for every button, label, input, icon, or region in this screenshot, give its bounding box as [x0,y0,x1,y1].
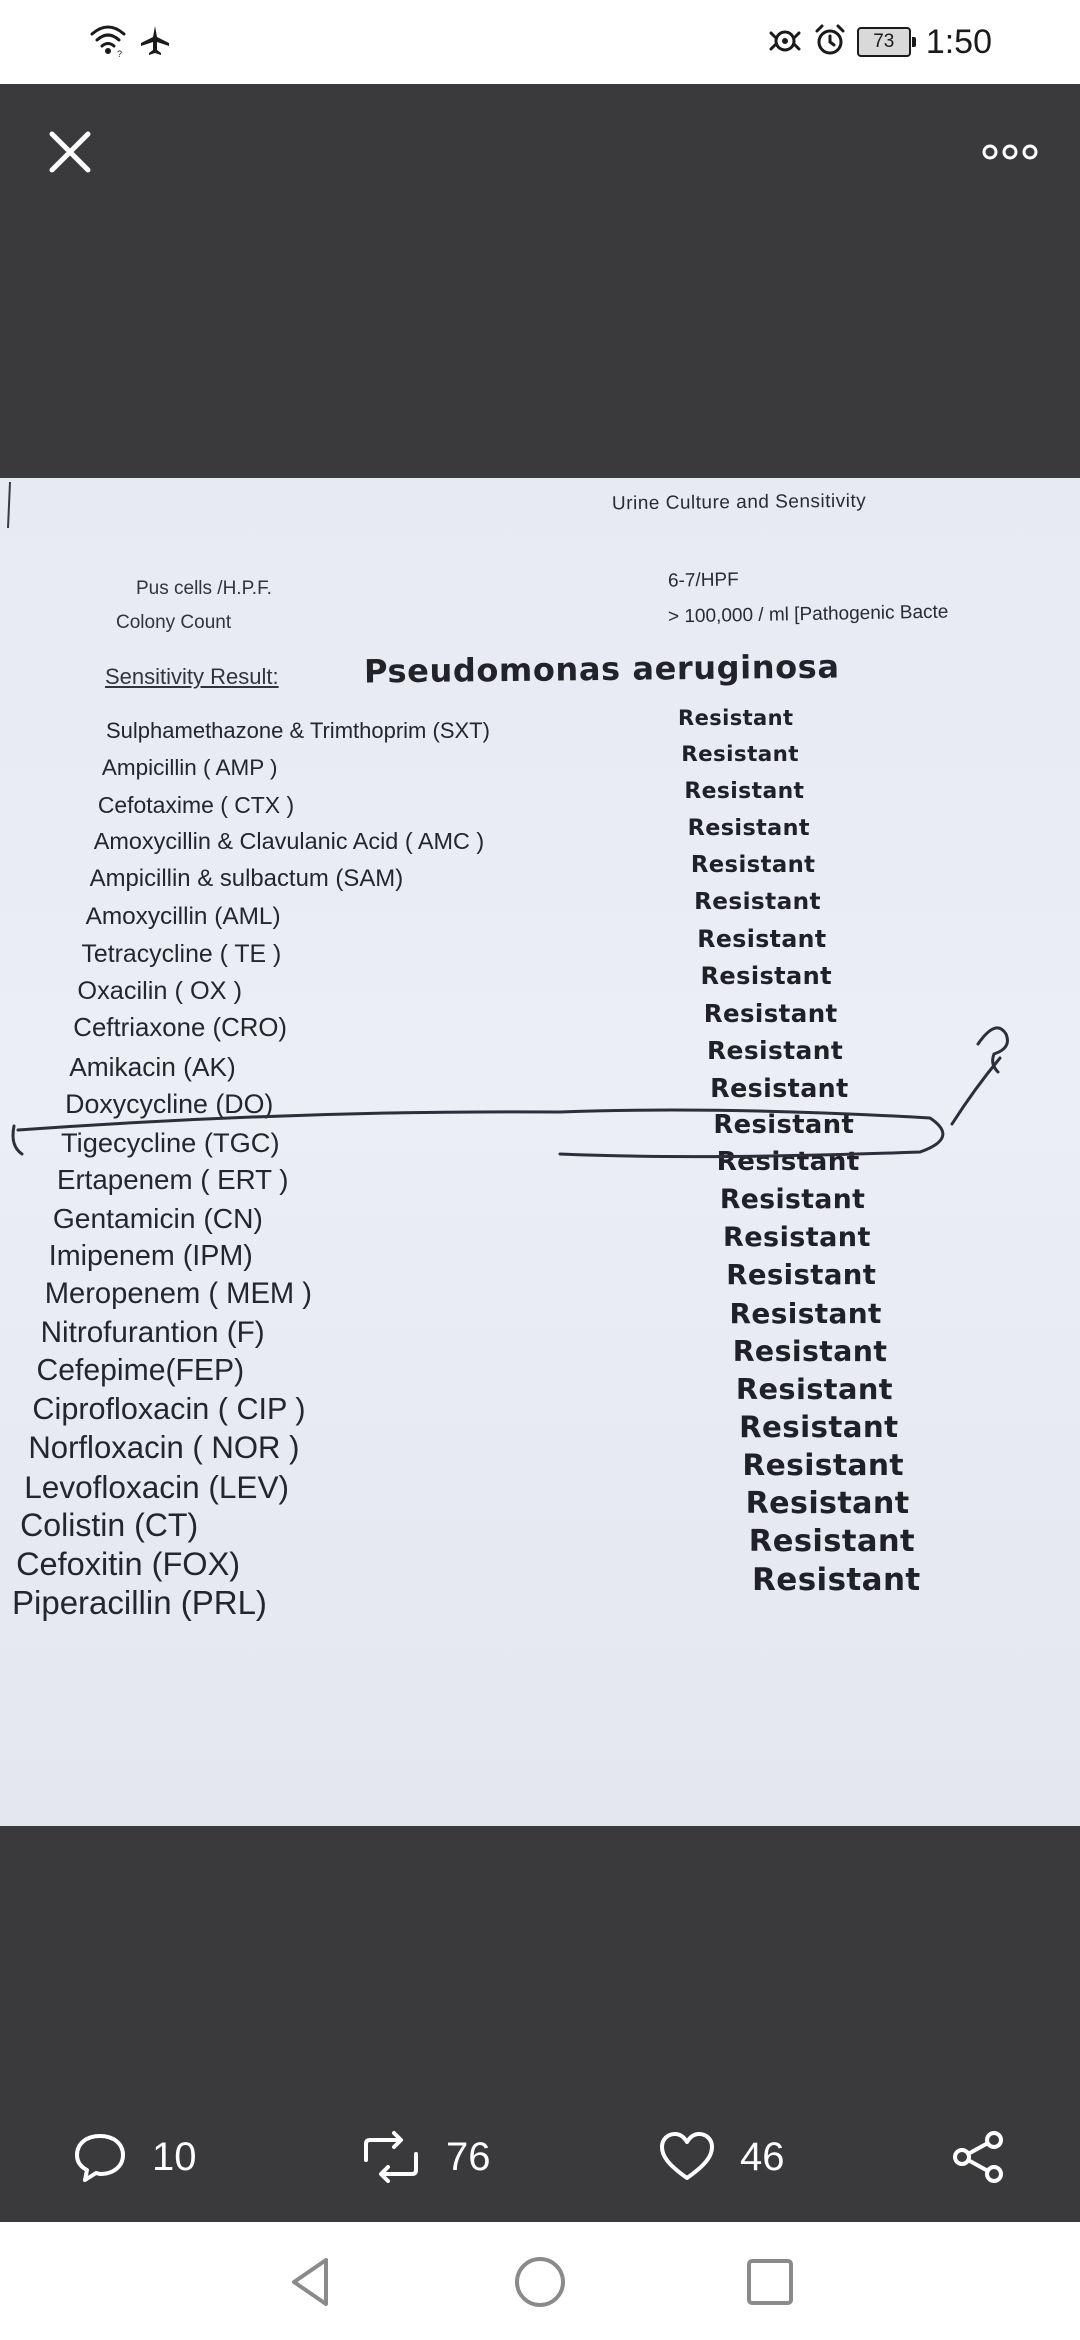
battery-level: 73 [857,27,911,57]
drug-name: Amoxycillin & Clavulanic Acid ( AMC ) [93,828,485,855]
drug-result: Resistant [678,706,794,730]
home-button[interactable] [510,2252,570,2312]
drug-result: Resistant [681,742,799,768]
close-icon [40,122,100,182]
drug-name: Cefotaxime ( CTX ) [97,791,295,818]
report-header: Urine Culture and Sensitivity [611,490,867,515]
drug-name: Norfloxacin ( NOR ) [28,1430,300,1466]
share-button[interactable] [950,2130,1008,2184]
drug-result: Resistant [687,815,810,842]
drug-name: Amoxycillin (AML) [85,902,281,930]
drug-name: Levofloxacin (LEV) [24,1468,290,1505]
drug-result: Resistant [726,1259,877,1292]
wifi-icon [88,22,128,62]
drug-name: Nitrofurantion (F) [40,1315,265,1349]
drug-name: Colistin (CT) [20,1507,199,1544]
more-options-button[interactable] [978,132,1042,172]
drug-result: Resistant [700,961,833,990]
back-button[interactable] [282,2252,342,2312]
drug-name: Tetracycline ( TE ) [81,939,282,968]
drug-result: Resistant [684,778,805,804]
drug-result: Resistant [706,1035,844,1065]
drug-result: Resistant [732,1334,888,1368]
meta-label-colony-count: Colony Count [116,612,232,633]
status-left-icons [88,20,172,64]
more-options-icon [978,132,1042,172]
like-button[interactable] [658,2130,785,2184]
drug-result: Resistant [739,1410,899,1445]
status-right-icons [767,20,992,64]
meta-value-pus-cells: 6-7/HPF [667,569,739,592]
drug-result: Resistant [716,1147,860,1178]
meta-value-colony-count: > 100,000 / ml [Pathogenic Bacte [667,601,949,628]
drug-name: Ertapenem ( ERT ) [56,1164,289,1196]
drug-name: Ampicillin ( AMP ) [101,754,278,780]
drug-name: Piperacillin (PRL) [12,1584,267,1622]
like-icon [658,2130,716,2184]
drug-result: Resistant [697,925,827,954]
airplane-mode-icon [138,23,172,61]
drug-result: Resistant [703,998,838,1028]
drug-result: Resistant [752,1562,921,1599]
drug-name: Amikacin (AK) [69,1051,236,1082]
battery-icon [857,27,916,57]
repost-button[interactable] [360,2130,491,2184]
drug-result: Resistant [694,888,821,916]
drug-name: Cefoxitin (FOX) [16,1545,241,1582]
repost-count: 76 [446,2134,491,2179]
report-paper [0,478,1080,1826]
drug-result: Resistant [748,1523,916,1559]
navigation-bar [0,2222,1080,2340]
drug-name: Meropenem ( MEM ) [44,1277,313,1310]
svg-text:?: ? [117,49,123,58]
drug-name: Ampicillin & sulbactum (SAM) [89,865,404,893]
drug-result: Resistant [690,851,816,878]
drug-result: Resistant [710,1072,849,1103]
comment-button[interactable] [72,2130,197,2184]
drug-name: Imipenem (IPM) [48,1239,253,1272]
sensitivity-result-label: Sensitivity Result: [105,664,279,689]
share-icon [950,2130,1008,2184]
organism-name: Pseudomonas aeruginosa [363,647,840,691]
alarm-icon [813,23,847,61]
drug-result: Resistant [729,1296,882,1330]
engagement-bar [0,2100,1080,2210]
drug-name: Sulphamethazone & Trimthoprim (SXT) [106,718,490,743]
back-icon [282,2252,342,2312]
comment-icon [72,2130,128,2184]
home-icon [510,2252,570,2312]
drug-result: Resistant [745,1485,910,1521]
drug-name: Oxacilin ( OX ) [77,976,243,1005]
repost-icon [360,2130,422,2184]
like-count: 46 [740,2134,785,2179]
recents-icon [740,2252,800,2312]
comment-count: 10 [152,2134,197,2179]
drug-name: Ciprofloxacin ( CIP ) [32,1392,306,1427]
recents-button[interactable] [740,2252,800,2312]
drug-result: Resistant [723,1221,871,1253]
drug-name: Doxycycline (DO) [65,1089,274,1120]
report-photo[interactable] [0,478,1080,1826]
close-button[interactable] [40,122,100,182]
vibrate-icon [767,23,803,61]
status-time: 1:50 [925,22,992,61]
drug-name: Tigecycline (TGC) [61,1126,280,1158]
drug-result: Resistant [713,1109,855,1140]
drug-result: Resistant [735,1372,893,1407]
status-bar [0,0,1080,84]
drug-result: Resistant [719,1184,866,1216]
drug-result: Resistant [742,1447,905,1483]
drug-name: Cefepime(FEP) [36,1353,245,1387]
drug-name: Ceftriaxone (CRO) [73,1014,288,1043]
drug-name: Gentamicin (CN) [52,1202,263,1235]
meta-label-pus-cells: Pus cells /H.P.F. [136,578,272,599]
